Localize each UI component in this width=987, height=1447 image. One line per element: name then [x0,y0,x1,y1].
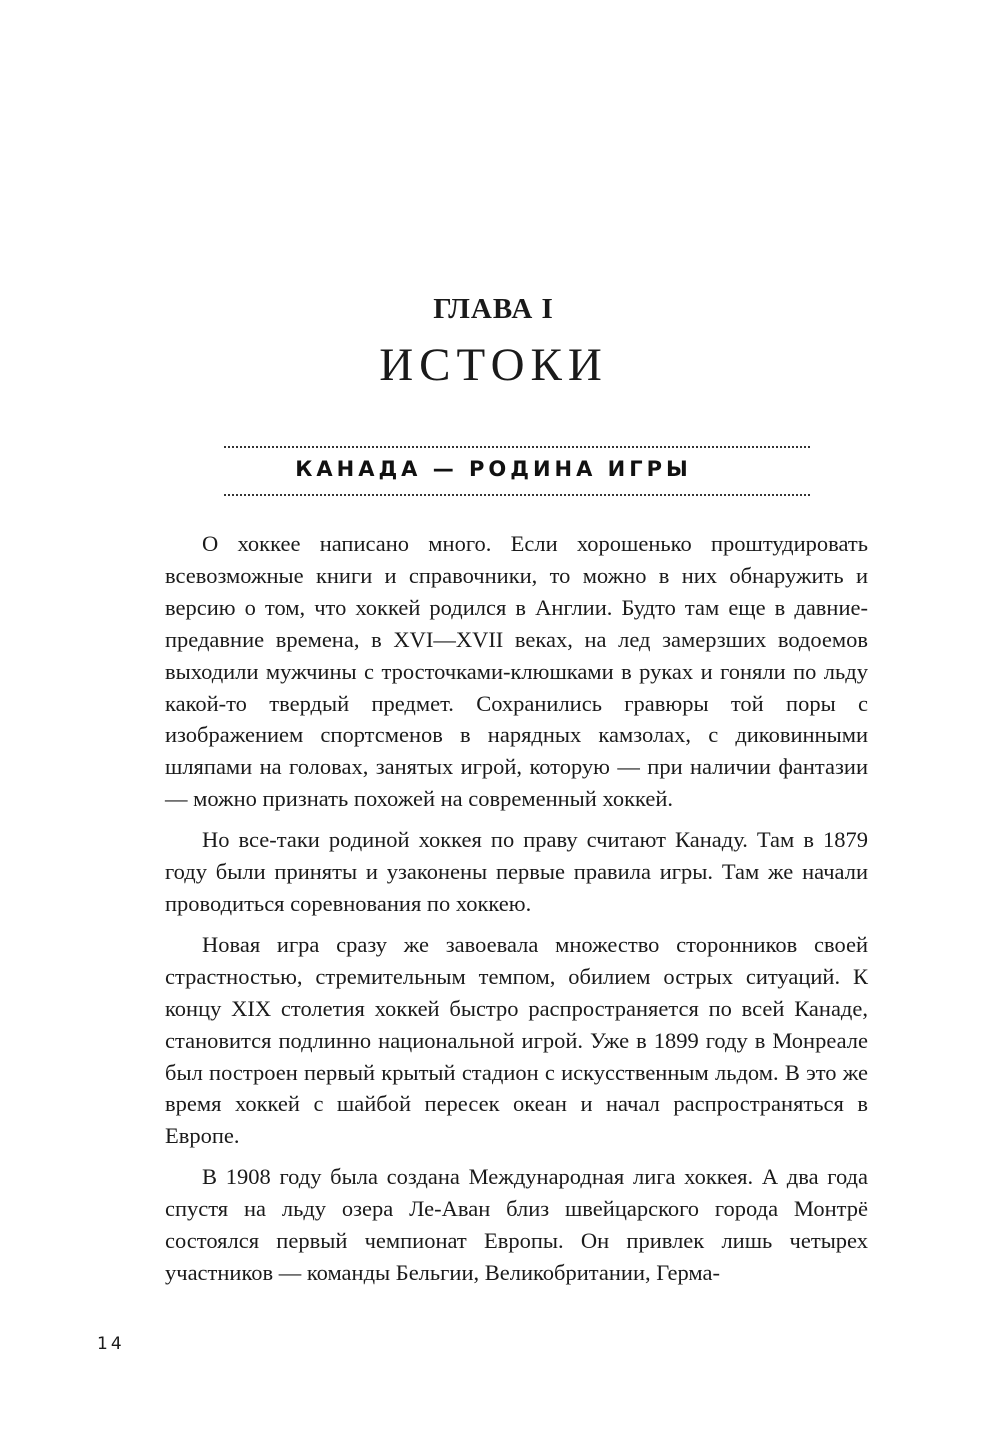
chapter-label: ГЛАВА I [433,293,554,325]
body-text [165,528,868,1298]
paragraph: В 1908 году была создана Международная лига хоккея. А два года спустя на льду озера Ле-Аван близ швейцарского города Монтрё состоялся первый чемпионат Европы. Он привлек лишь четырех участников — команды Бельгии, Великобритании, Герма- [165,1164,868,1285]
paragraph: О хоккее написано много. Если хорошенько проштудировать всевозможные книги и справочники, то можно в них обнаружить и версию о том, что хоккей родился в Англии. Будто там еще в давние-предавние времена, в XVI—XVII веках, на лед замерзших водоемов выходили мужчины с тросточками-клюшками в руках и гоняли по льду какой-то твердый предмет. Сохранились гравюры той поры с изображением спортсменов в нарядных камзолах, с диковинными шляпами на головах, занятых игрой, которую — при наличии фантазии — можно признать похожей на современный хоккей. [165,531,868,812]
dotted-rule-bottom [224,494,810,496]
section-title: КАНАДА — РОДИНА ИГРЫ [295,457,692,481]
chapter-title: ИСТОКИ [379,339,608,391]
paragraph: Но все-таки родиной хоккея по праву считают Канаду. Там в 1879 году были приняты и узаконены первые правила игры. Там же начали проводиться соревнования по хоккею. [165,827,868,916]
page-number: 14 [97,1334,125,1354]
dotted-rule-top [224,446,810,448]
paragraph: Новая игра сразу же завоевала множество сторонников своей страстностью, стремительным темпом, обилием острых ситуаций. К концу XIX столетия хоккей быстро распространяется по всей Канаде, становится подлинно национальной игрой. Уже в 1899 году в Монреале был построен первый крытый стадион с искусственным льдом. В это же время хоккей с шайбой пересек океан и начал распространяться в Европе. [165,931,868,1149]
